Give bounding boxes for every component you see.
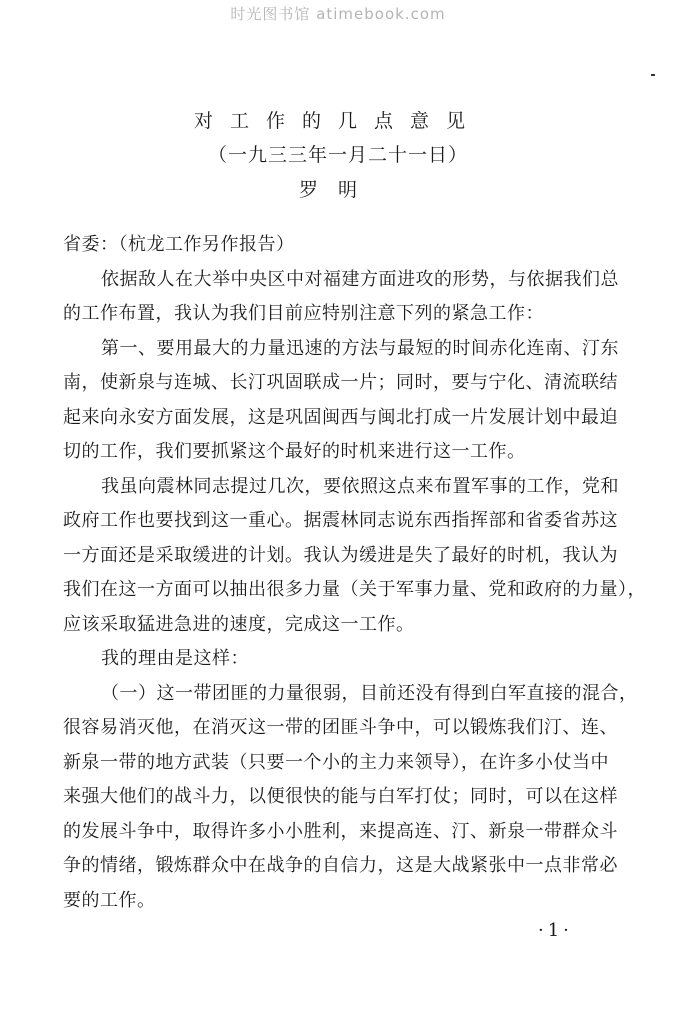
text-line: 依据敌人在大举中央区中对福建方面进攻的形势，与依据我们总: [101, 268, 619, 290]
text-line: 的发展斗争中，取得许多小小胜利，来提高连、汀、新泉一带群众斗: [63, 820, 618, 842]
text-line: 我的理由是这样：: [101, 648, 249, 669]
text-line: 新泉一带的地方武装（只要一个小的主力来领导），在许多小仗当中: [63, 751, 609, 773]
watermark: 时光图书馆 atimebook.com: [230, 5, 446, 23]
text-line: 我虽向震林同志提过几次，要依照这点来布置军事的工作，党和: [101, 475, 619, 497]
page-number: ·1·: [538, 920, 573, 941]
text-line: 第一、要用最大的力量迅速的方法与最短的时间赤化连南、汀东: [101, 337, 619, 359]
text-line: 应该采取猛进急进的速度，完成这一工作。: [63, 613, 415, 635]
document-date: （一九三三年一月二十一日）: [207, 144, 468, 166]
document-author: 罗明: [298, 179, 377, 201]
text-line: 的工作布置，我认为我们目前应特别注意下列的紧急工作：: [63, 303, 544, 324]
text-line: 省委：（杭龙工作另作报告）: [63, 234, 295, 255]
text-line: 一方面还是采取缓进的计划。我认为缓进是失了最好的时机，我认为: [63, 544, 618, 566]
text-line: 南，使新泉与连城、长汀巩固联成一片；同时，要与宁化、清流联结: [63, 372, 618, 393]
text-line: 争的情绪，锻炼群众中在战争的自信力，这是大战紧张中一点非常必: [63, 855, 618, 876]
text-line: （一）这一带团匪的力量很弱，目前还没有得到白军直接的混合，: [101, 682, 638, 704]
text-line: 要的工作。: [63, 889, 156, 911]
text-line: 很容易消灭他，在消灭这一带的团匪斗争中，可以锻炼我们汀、连、: [63, 717, 618, 738]
document-body: [63, 228, 646, 918]
stray-mark: [651, 74, 655, 76]
text-line: 切的工作，我们要抓紧这个最好的时机来进行这一工作。: [63, 441, 526, 462]
text-line: 起来向永安方面发展，这是巩固闽西与闽北打成一片发展计划中最迫: [63, 406, 618, 428]
text-line: 来强大他们的战斗力，以便很快的能与白军打仗；同时，可以在这样: [63, 786, 618, 807]
text-line: 政府工作也要找到这一重心。据震林同志说东西指挥部和省委省苏这: [63, 510, 618, 531]
document-title: 对工作的几点意见: [193, 110, 482, 132]
text-line: 我们在这一方面可以抽出很多力量（关于军事力量、党和政府的力量），: [63, 579, 646, 600]
